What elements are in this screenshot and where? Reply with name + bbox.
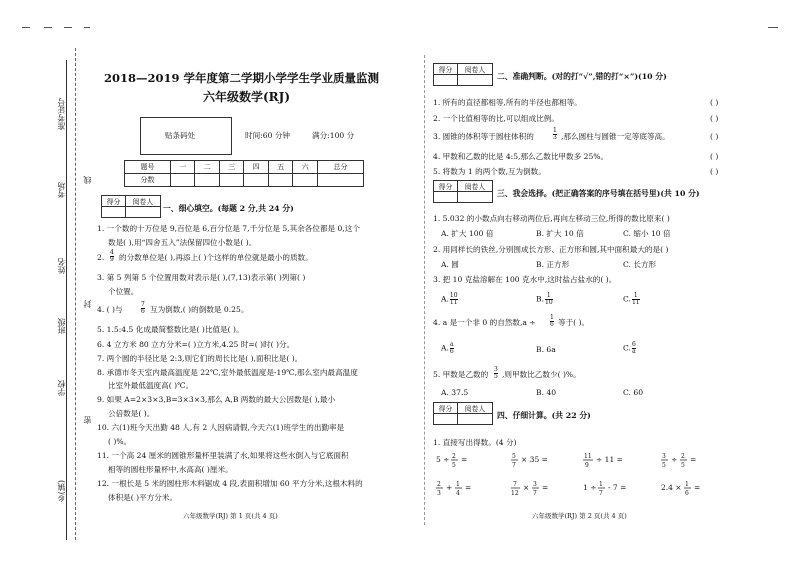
choice-q3-opt-b [536, 293, 554, 306]
grader-box [433, 63, 493, 86]
calc-expr-5b-num: 1 [456, 481, 460, 488]
q11-line2: 相等的圆柱形量杯中,水高高( )厘米。 [108, 465, 233, 474]
calc-eq: = [694, 483, 701, 492]
bind-fold-mark: 密 [83, 416, 92, 424]
binding-line [75, 48, 76, 540]
barcode-label: 贴条码处 [165, 131, 195, 140]
school-label: 学校 [57, 380, 66, 396]
judge-q5-bracket: ( ) [710, 167, 719, 176]
calc-expr-5-num: 2 [437, 481, 441, 488]
choice-q1-opt-c: C. 缩小 10 倍 [623, 229, 671, 238]
frac-den: 10 [545, 299, 553, 306]
calc-expr-6-num: 7 [513, 481, 517, 488]
calc-expr-4: ÷ [671, 455, 678, 464]
calc-expr-8-den: 6 [685, 490, 689, 497]
q9-line1: 9. 如果 A=2×3×3,B=3×3×3,那么 A,B 两数的最大公因数是( ),最小 [97, 395, 336, 404]
grader-score-label: 得分 [434, 64, 458, 75]
frac-den: 5 [494, 373, 498, 380]
grader-reviewer-cell[interactable] [125, 207, 160, 218]
judge-q3-fraction [552, 128, 558, 141]
calc-expr-7-den: 7 [599, 490, 603, 497]
exam-title: 2018—2019 学年度第二学期小学学生学业质量监测 [104, 71, 380, 85]
student-id-label: 准考证号 [57, 98, 66, 130]
grader-reviewer-label: 阅卷人 [457, 403, 492, 414]
grader-reviewer-cell[interactable] [457, 192, 492, 203]
exam-room-label: 考场 [57, 182, 66, 198]
judge-q2: 2. 一个比值相等的比,可以组成比例。 [433, 114, 559, 123]
calc-expr-4b-num: 2 [681, 453, 685, 460]
choice-q1-opt-b: B. 扩大 10 倍 [536, 229, 584, 238]
grader-score-cell[interactable] [434, 75, 458, 86]
q2-fraction [109, 250, 115, 263]
score-table-header: 总分 [317, 161, 363, 174]
grader-score-label: 得分 [102, 196, 126, 207]
calc-expr-6b-den: 7 [533, 490, 537, 497]
q8-line2: 比室外最低温度高( )℃。 [108, 381, 194, 390]
grader-score-cell[interactable] [102, 207, 126, 218]
judge-q5: 5. 将数为 1 的两个数,互为倒数。 [433, 167, 546, 176]
calc-expr-7-num: 1 [599, 481, 603, 488]
frac-num: a [450, 341, 454, 348]
choice-q3-opt-a [441, 293, 459, 306]
top-dash [64, 27, 72, 28]
grader-reviewer-cell[interactable] [457, 414, 492, 425]
q2-number: 2. [97, 253, 105, 262]
calc-expr-7: 1 ÷ [583, 483, 597, 492]
opt-letter: C. [623, 294, 631, 304]
grader-reviewer-cell[interactable] [457, 75, 492, 86]
frac-num: 3 [494, 366, 498, 373]
town-label: 乡(镇) [57, 480, 66, 503]
calc-eq: = [542, 483, 549, 492]
choice-q4-part2: 等于( )。 [558, 318, 590, 327]
q9-line2: 公倍数是( )。 [108, 409, 155, 418]
frac-num: 7 [141, 301, 145, 308]
q6: 6. 4 立方米 80 立方分米=( )立方米,4.25 时=( )时( )分。 [97, 340, 295, 349]
grader-score-label: 得分 [434, 181, 458, 192]
choice-q1-opt-a: A. 扩大 100 倍 [441, 229, 494, 238]
calc-eq: = [690, 455, 697, 464]
grader-score-label: 得分 [434, 403, 458, 414]
page-divider [424, 55, 425, 525]
frac-num: 1 [550, 314, 554, 321]
choice-q5-part1: 5. 甲数是乙数的 [433, 370, 489, 379]
opt-letter: A. [441, 294, 449, 304]
grader-reviewer-label: 阅卷人 [125, 196, 160, 207]
score-table-header: 六 [293, 161, 318, 174]
score-table-header: 五 [268, 161, 293, 174]
calc-eq: = [465, 483, 472, 492]
score-cell[interactable] [268, 174, 293, 187]
q12-line1: 12. 一根长是 5 米的圆柱形木料锯成 4 段,表面积增加 60 平方分米,这根木料的 [97, 479, 363, 488]
section3-title: 三、我会选择。(把正确答案的序号填在括号里)(共 10 分) [497, 189, 700, 198]
calc-expr-1-den: 5 [452, 462, 456, 469]
top-dash [22, 27, 30, 28]
bind-seal-mark: 封 [83, 300, 92, 308]
calc-expr-3: ÷ 11 = [596, 455, 623, 464]
bind-line-mark: 线 [83, 176, 92, 184]
calc-expr-2-den: 7 [512, 462, 516, 469]
calc-expr-4b-den: 5 [681, 462, 685, 469]
score-table [124, 160, 364, 187]
calc-grid [436, 450, 726, 500]
calc-expr-1: 5 ÷ [436, 455, 450, 464]
q8-line1: 8. 承德市冬天室内最高温度是 22℃,室外最低温度是-19℃,那么室内最高温度 [97, 368, 358, 377]
q10-line2: ( )%。 [108, 437, 132, 446]
q3-line1: 3. 第 5 列第 5 个位置用数对表示是( ),(7,13)表示第( )列第( ) [97, 273, 306, 282]
top-dash [84, 27, 90, 28]
calc-expr-7b: - 7 = [608, 483, 627, 492]
grader-box [101, 195, 161, 218]
choice-q3-opt-c [623, 293, 641, 306]
score-cell[interactable] [170, 174, 195, 187]
calc-expr-3-num: 11 [584, 453, 592, 460]
calc-expr-5: + [446, 483, 453, 492]
judge-q3-part2: ,那么圆柱与圆锥一定等底等高。 [561, 132, 670, 141]
frac-num: 1 [633, 292, 638, 299]
grader-score-cell[interactable] [434, 192, 458, 203]
grader-reviewer-label: 阅卷人 [457, 64, 492, 75]
calc-expr-6: × [523, 483, 530, 492]
q3-line2: 个位置。 [108, 287, 139, 296]
exam-time: 时间:60 分钟 [245, 131, 291, 140]
frac-den: 11 [631, 299, 640, 306]
choice-q5-opt-c: C. 60 [623, 388, 644, 397]
q7: 7. 两个圆的半径比是 2:3,则它们的周长比是( ),面积比是( )。 [97, 354, 303, 363]
score-cell[interactable] [317, 174, 363, 187]
frac-den: 11 [449, 299, 458, 306]
calc-expr-5b-den: 4 [456, 490, 460, 497]
judge-q2-bracket: ( ) [710, 114, 719, 123]
score-cell[interactable] [195, 174, 220, 187]
name-label: 姓名 [57, 258, 66, 274]
section1-title: 一、细心填空。(每题 2 分,共 24 分) [163, 204, 294, 213]
frac-num: 6 [631, 341, 636, 348]
q4-part1: 4. ( )与 [97, 305, 123, 314]
exam-full-score: 满分:100 分 [312, 131, 355, 140]
judge-q4: 4. 甲数和乙数的比是 4:5,那么乙数比甲数多 25%。 [433, 152, 609, 161]
choice-q2-opt-c: C. 长方形 [623, 260, 657, 269]
section4-title: 四、仔细计算。(共 22 分) [497, 411, 591, 420]
choice-q4-opt-b [536, 345, 556, 354]
footer-left: 六年级数学(RJ) 第 1 页(共 4 页) [183, 512, 278, 520]
judge-q3-part1: 3. 圆锥的体积等于圆柱体积的 [433, 132, 534, 141]
q4-fraction [140, 302, 146, 315]
frac-den: 6 [550, 321, 554, 328]
score-table-header: 四 [244, 161, 269, 174]
calc-eq: = [461, 455, 468, 464]
opt-letter: C. [623, 343, 631, 353]
score-table-header: 题号 [125, 161, 171, 174]
frac-den: a [632, 348, 636, 355]
score-table-header: 三 [219, 161, 244, 174]
top-dash [44, 27, 52, 28]
grader-score-cell[interactable] [434, 414, 458, 425]
calc-expr-2-num: 5 [512, 453, 516, 460]
calc-expr-8-num: 1 [685, 481, 689, 488]
choice-q1: 1. 5.032 的小数点向右移动两位后,再向左移动三位,所得的数比原来( ) [433, 214, 670, 223]
calc-expr-8: 2.4 × [661, 483, 682, 492]
exam-subject: 六年级数学(RJ) [203, 90, 291, 104]
opt-text: 6a [546, 345, 556, 354]
frac-num: 4 [110, 249, 114, 256]
choice-q3: 3. 把 10 克盐溶解在 100 克水中,这时盐占盐水的( )。 [433, 275, 617, 284]
q5: 5. 1.5:4.5 化成最简整数比是( )比值是( )。 [97, 325, 244, 334]
choice-q2: 2. 用同样长的铁丝,分别围成长方形、正方形和圆,其中面积最大的是( ) [433, 245, 669, 254]
calc-expr-6-den: 12 [511, 490, 519, 497]
q1-line2: 数是( ),用“四舍五入”法保留四位小数是( )。 [108, 238, 257, 247]
calc-expr-1-num: 2 [452, 453, 456, 460]
q4-part2: 互为倒数,( )的倒数是 0.25。 [150, 305, 249, 314]
q10-line1: 10. 六(1)班今天出勤 48 人,有 2 人因病请假,今天六(1)班学生的出勤率是 [97, 423, 345, 432]
frac-den: 6 [141, 308, 145, 315]
frac-num: 10 [449, 292, 458, 299]
frac-num: 1 [553, 127, 557, 134]
choice-q4-part1: 4. a 是一个非 0 的自然数,a ÷ [433, 318, 536, 327]
calc-expr-4-num: 3 [662, 453, 666, 460]
q1-line1: 1. 一个数的十万位是 9,百位是 6,百分位是 7,千分位是 5,其余各位都是 0,这个 [97, 224, 360, 233]
score-table-header: 二 [195, 161, 220, 174]
choice-q4-fraction [549, 315, 555, 328]
margin-line [66, 60, 67, 540]
calc-expr-3-den: 9 [585, 462, 589, 469]
q11-line1: 11. 一个高 24 厘米的圆锥形量杯里装满了水,如果将这些水倒入与它底面积 [97, 451, 349, 460]
grader-reviewer-label: 阅卷人 [457, 181, 492, 192]
score-cell[interactable] [219, 174, 244, 187]
choice-q2-opt-b: B. 正方形 [536, 260, 570, 269]
choice-q4-opt-a [441, 342, 455, 355]
class-label: 班级 [57, 318, 66, 334]
choice-q5-opt-b: B. 40 [536, 388, 557, 397]
top-dash [768, 27, 778, 28]
choice-q2-opt-a: A. 圆 [441, 260, 459, 269]
grader-box [433, 402, 493, 425]
score-table-header: 一 [170, 161, 195, 174]
calc-expr-4-den: 5 [662, 462, 666, 469]
score-cell[interactable] [244, 174, 269, 187]
judge-q3-bracket: ( ) [710, 132, 719, 141]
choice-q5-part2: ,则甲数比乙数少( )%。 [502, 370, 581, 379]
calc-expr-5-den: 3 [437, 490, 441, 497]
score-row-label: 分数 [125, 174, 171, 187]
calc-sub1: 1. 直接写出得数。(4 分) [433, 438, 517, 447]
frac-num: 1 [546, 292, 551, 299]
q2-text: 的分数单位是( ),再添上( )个这样的单位就是最小的质数。 [119, 253, 313, 262]
opt-letter: A. [441, 343, 449, 353]
q12-line2: 体积是( )平方分米。 [108, 493, 178, 502]
choice-q4-opt-c [623, 342, 637, 355]
judge-q4-bracket: ( ) [710, 152, 719, 161]
calc-expr-2: × 35 = [521, 455, 548, 464]
judge-q1-bracket: ( ) [710, 98, 719, 107]
score-cell[interactable] [293, 174, 318, 187]
calc-expr-6b-num: 3 [533, 481, 537, 488]
footer-right: 六年级数学(RJ) 第 2 页(共 4 页) [532, 512, 627, 520]
choice-q5-fraction [493, 367, 499, 380]
frac-den: 6 [449, 348, 454, 355]
judge-q1: 1. 所有的直径都相等,所有的半径也都相等。 [433, 98, 582, 107]
grader-box [433, 180, 493, 203]
frac-den: 9 [110, 256, 114, 263]
opt-letter: B. [536, 345, 544, 354]
frac-den: 3 [553, 134, 557, 141]
choice-q5-opt-a: A. 37.5 [441, 388, 469, 397]
opt-letter: B. [536, 294, 544, 304]
section2-title: 二、准确判断。(对的打“√”,错的打“×”)(10 分) [497, 72, 667, 81]
